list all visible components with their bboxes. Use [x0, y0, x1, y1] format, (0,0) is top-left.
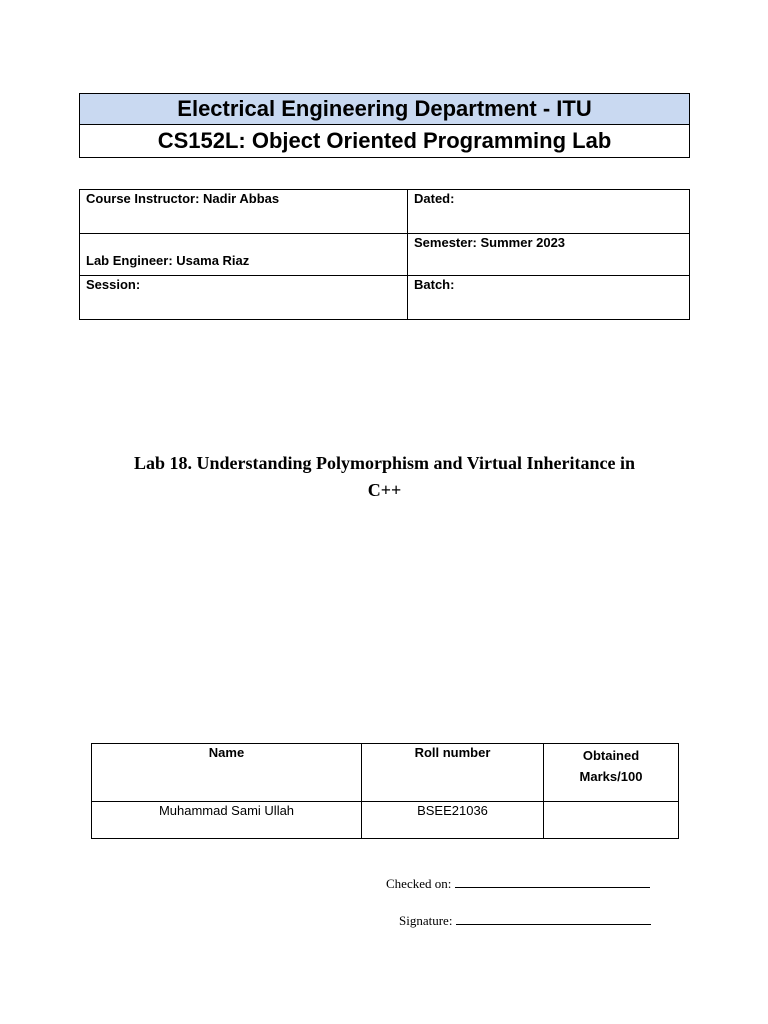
signature-label: Signature:: [399, 913, 453, 928]
table-divider: [407, 190, 408, 319]
header-roll-number: Roll number: [414, 745, 491, 760]
signature-rule: [456, 923, 651, 925]
header-box: [79, 93, 690, 158]
session-field: Session:: [86, 277, 141, 292]
checked-on-label: Checked on:: [386, 876, 452, 891]
header-name: Name: [208, 745, 245, 760]
student-name: Muhammad Sami Ullah: [158, 803, 295, 818]
lab-title: [79, 450, 690, 504]
roll-number: BSEE21036: [417, 803, 488, 818]
course-instructor: Course Instructor: Nadir Abbas: [86, 191, 280, 206]
signature-line: [399, 913, 651, 929]
batch-field: Batch:: [414, 277, 455, 292]
course-title: CS152L: Object Oriented Programming Lab: [157, 128, 612, 153]
lab-title-line-1: Lab 18. Understanding Polymorphism and Virtual Inheritance in: [133, 453, 636, 473]
header-marks: Marks/100: [579, 769, 643, 784]
student-table: [91, 743, 679, 839]
lab-title-line-2: C++: [367, 480, 402, 500]
course-info-table: [79, 189, 690, 320]
dated-field: Dated:: [414, 191, 455, 206]
semester: Semester: Summer 2023: [414, 235, 566, 250]
table-divider: [92, 801, 678, 802]
table-divider: [80, 275, 689, 276]
lab-engineer: Lab Engineer: Usama Riaz: [86, 253, 250, 268]
checked-on-line: [386, 876, 650, 892]
header-obtained-marks: [544, 745, 678, 787]
checked-on-rule: [455, 886, 650, 888]
table-divider: [80, 233, 689, 234]
header-obtained: Obtained: [582, 748, 640, 763]
department-title: Electrical Engineering Department - ITU: [80, 94, 689, 125]
